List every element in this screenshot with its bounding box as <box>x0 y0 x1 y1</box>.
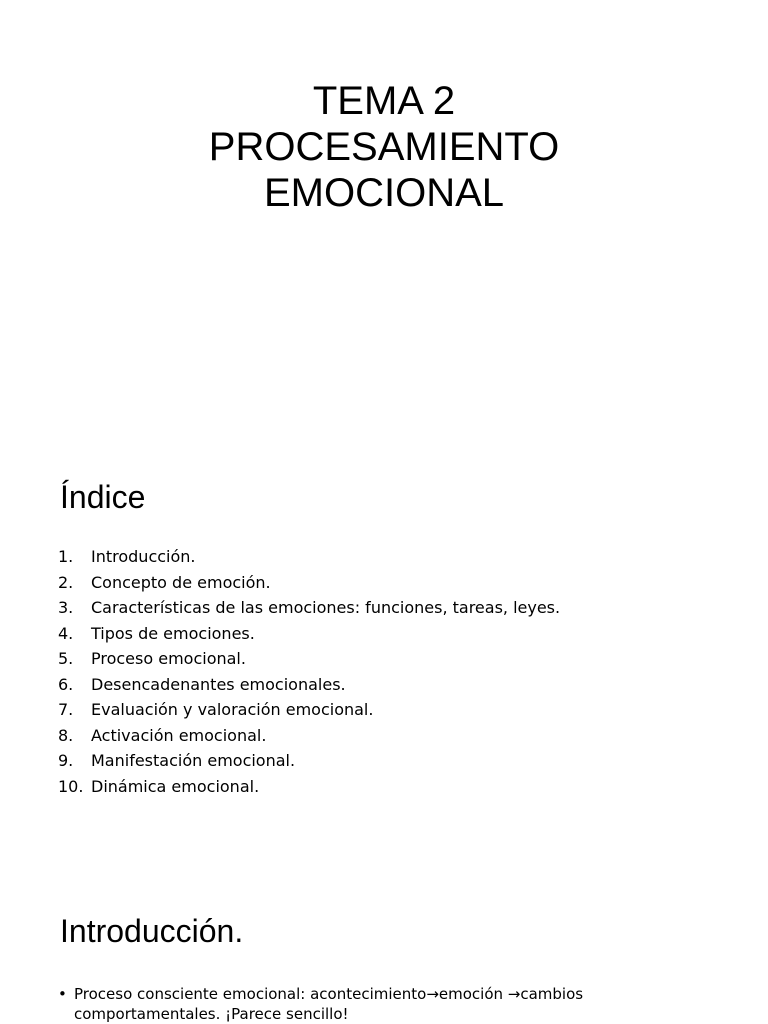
index-item <box>58 774 560 800</box>
index-item <box>58 621 560 647</box>
bullet-text: Proceso consciente emocional: acontecimiento→emoción →cambios comportamentales. ¡Parece sencillo! <box>74 985 584 1023</box>
index-item <box>58 570 560 596</box>
slide-index-page <box>0 432 768 864</box>
index-item-number: 5. <box>58 649 74 668</box>
index-item <box>58 595 560 621</box>
bullet-item <box>58 984 698 1024</box>
slide-title <box>0 78 768 216</box>
slide-introduction-page <box>0 864 768 1024</box>
index-item-text: Tipos de emociones. <box>91 623 255 643</box>
index-item-number: 3. <box>58 598 74 617</box>
index-item <box>58 646 560 672</box>
index-item-text: Desencadenantes emocionales. <box>91 674 346 694</box>
index-item-number: 4. <box>58 623 74 643</box>
bullet-icon: • <box>58 985 67 1003</box>
title-line: PROCESAMIENTO <box>208 125 560 169</box>
index-item-number: 9. <box>58 751 74 770</box>
index-list <box>58 544 560 799</box>
index-item <box>58 544 560 570</box>
index-heading: Índice <box>60 479 146 515</box>
index-item <box>58 748 560 774</box>
index-item-number: 8. <box>58 725 74 745</box>
index-item-number: 7. <box>58 700 74 719</box>
index-item-text: Introducción. <box>91 547 196 566</box>
slide-title-page <box>0 0 768 432</box>
index-item-text: Activación emocional. <box>91 725 267 745</box>
index-item <box>58 723 560 749</box>
index-item-text: Concepto de emoción. <box>91 572 271 592</box>
index-item-number: 1. <box>58 547 74 566</box>
index-item-text: Dinámica emocional. <box>91 776 260 796</box>
index-item-text: Proceso emocional. <box>91 649 246 668</box>
index-item-text: Características de las emociones: funciones, tareas, leyes. <box>91 598 561 617</box>
title-line: EMOCIONAL <box>263 171 505 215</box>
introduction-heading: Introducción. <box>60 913 244 949</box>
index-item-number: 10. <box>58 776 84 796</box>
bullet-list <box>58 984 698 1024</box>
index-item-number: 2. <box>58 572 74 592</box>
index-item-text: Evaluación y valoración emocional. <box>91 700 374 719</box>
index-item-number: 6. <box>58 674 74 694</box>
index-item-text: Manifestación emocional. <box>91 751 296 770</box>
index-item <box>58 697 560 723</box>
title-line: TEMA 2 <box>312 79 456 123</box>
index-item <box>58 672 560 698</box>
